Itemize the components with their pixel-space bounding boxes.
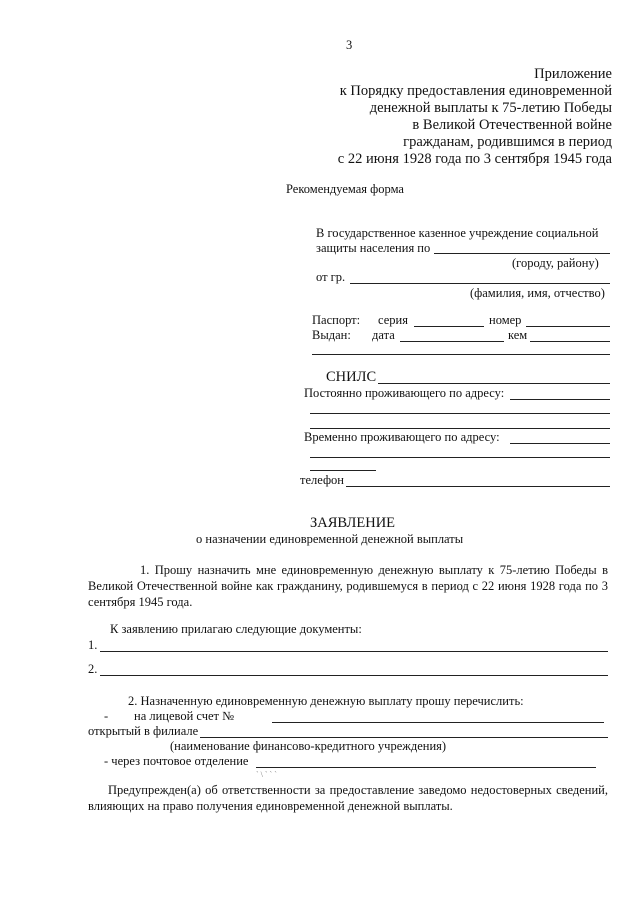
phone-field[interactable]	[346, 486, 610, 487]
permanent-address-field[interactable]	[510, 399, 610, 400]
document-1-field[interactable]	[100, 651, 608, 652]
passport-number-field[interactable]	[526, 326, 610, 327]
from-label: от гр.	[316, 270, 346, 284]
page-number: 3	[346, 38, 353, 52]
appendix-line: гражданам, родившимся в период	[403, 134, 612, 150]
snils-label: СНИЛС	[326, 369, 377, 385]
issued-label: Выдан:	[312, 328, 351, 342]
statement-subtitle: о назначении единовременной денежной выплаты	[196, 532, 464, 546]
permanent-address-field-cont2[interactable]	[310, 428, 610, 429]
liability-warning: Предупрежден(а) об ответственности за предоставление заведомо недостоверных сведений, влияющих на право получения единовременной денежной выплаты.	[88, 783, 608, 813]
post-office-field[interactable]	[256, 767, 596, 768]
doc2-number: 2.	[88, 662, 98, 676]
issued-by-field[interactable]	[530, 341, 610, 342]
account-number-field[interactable]	[272, 722, 604, 723]
appendix-line: денежной выплаты к 75-летию Победы	[369, 100, 612, 116]
passport-series-field[interactable]	[414, 326, 484, 327]
passport-label: Паспорт:	[312, 313, 361, 327]
permanent-address-field-cont[interactable]	[310, 413, 610, 414]
branch-hint: (наименование финансово-кредитного учреждения)	[170, 739, 447, 753]
temporary-address-field-cont[interactable]	[310, 457, 610, 458]
statement-title: ЗАЯВЛЕНИЕ	[310, 515, 396, 531]
temporary-address-field-cont2[interactable]	[310, 470, 376, 471]
number-label: номер	[489, 313, 522, 327]
addressee-line1: В государственное казенное учреждение социальной	[316, 226, 599, 240]
scan-speck: ` \ ` ` `	[256, 770, 277, 779]
recommended-form-label: Рекомендуемая форма	[286, 182, 404, 196]
appendix-line: с 22 июня 1928 года по 3 сентября 1945 года	[337, 151, 612, 167]
post-office-label: - через почтовое отделение	[104, 754, 249, 768]
appendix-title: Приложение	[534, 66, 612, 82]
appendix-line: к Порядку предоставления единовременной	[339, 83, 612, 99]
request-paragraph: 1. Прошу назначить мне единовременную денежную выплату к 75-летию Победы в Великой Отечественной войне как гражданину, родившемуся в период с 22 июня 1928 года по 3 сентября 1945 года.	[88, 563, 608, 609]
document-2-field[interactable]	[100, 675, 608, 676]
by-whom-label: кем	[508, 328, 528, 342]
district-field[interactable]	[434, 253, 610, 254]
documents-intro: К заявлению прилагаю следующие документы:	[110, 622, 362, 636]
permanent-address-label: Постоянно проживающего по адресу:	[304, 386, 505, 400]
issue-date-field[interactable]	[400, 341, 504, 342]
account-dash: -	[104, 709, 109, 723]
series-label: серия	[378, 313, 408, 327]
addressee-line2: защиты населения по	[316, 241, 431, 255]
account-label: на лицевой счет №	[134, 709, 235, 723]
payment-paragraph: 2. Назначенную единовременную денежную выплату прошу перечислить:	[128, 694, 524, 708]
phone-label: телефон	[300, 473, 344, 487]
appendix-line: в Великой Отечественной войне	[412, 117, 612, 133]
issued-by-field-cont[interactable]	[312, 354, 610, 355]
date-label: дата	[372, 328, 395, 342]
doc1-number: 1.	[88, 638, 98, 652]
district-hint: (городу, району)	[512, 256, 599, 270]
full-name-field[interactable]	[350, 283, 610, 284]
temporary-address-field[interactable]	[510, 443, 610, 444]
branch-field[interactable]	[200, 737, 608, 738]
temporary-address-label: Временно проживающего по адресу:	[304, 430, 500, 444]
full-name-hint: (фамилия, имя, отчество)	[470, 286, 605, 300]
snils-field[interactable]	[378, 383, 610, 384]
branch-label: открытый в филиале	[88, 724, 199, 738]
